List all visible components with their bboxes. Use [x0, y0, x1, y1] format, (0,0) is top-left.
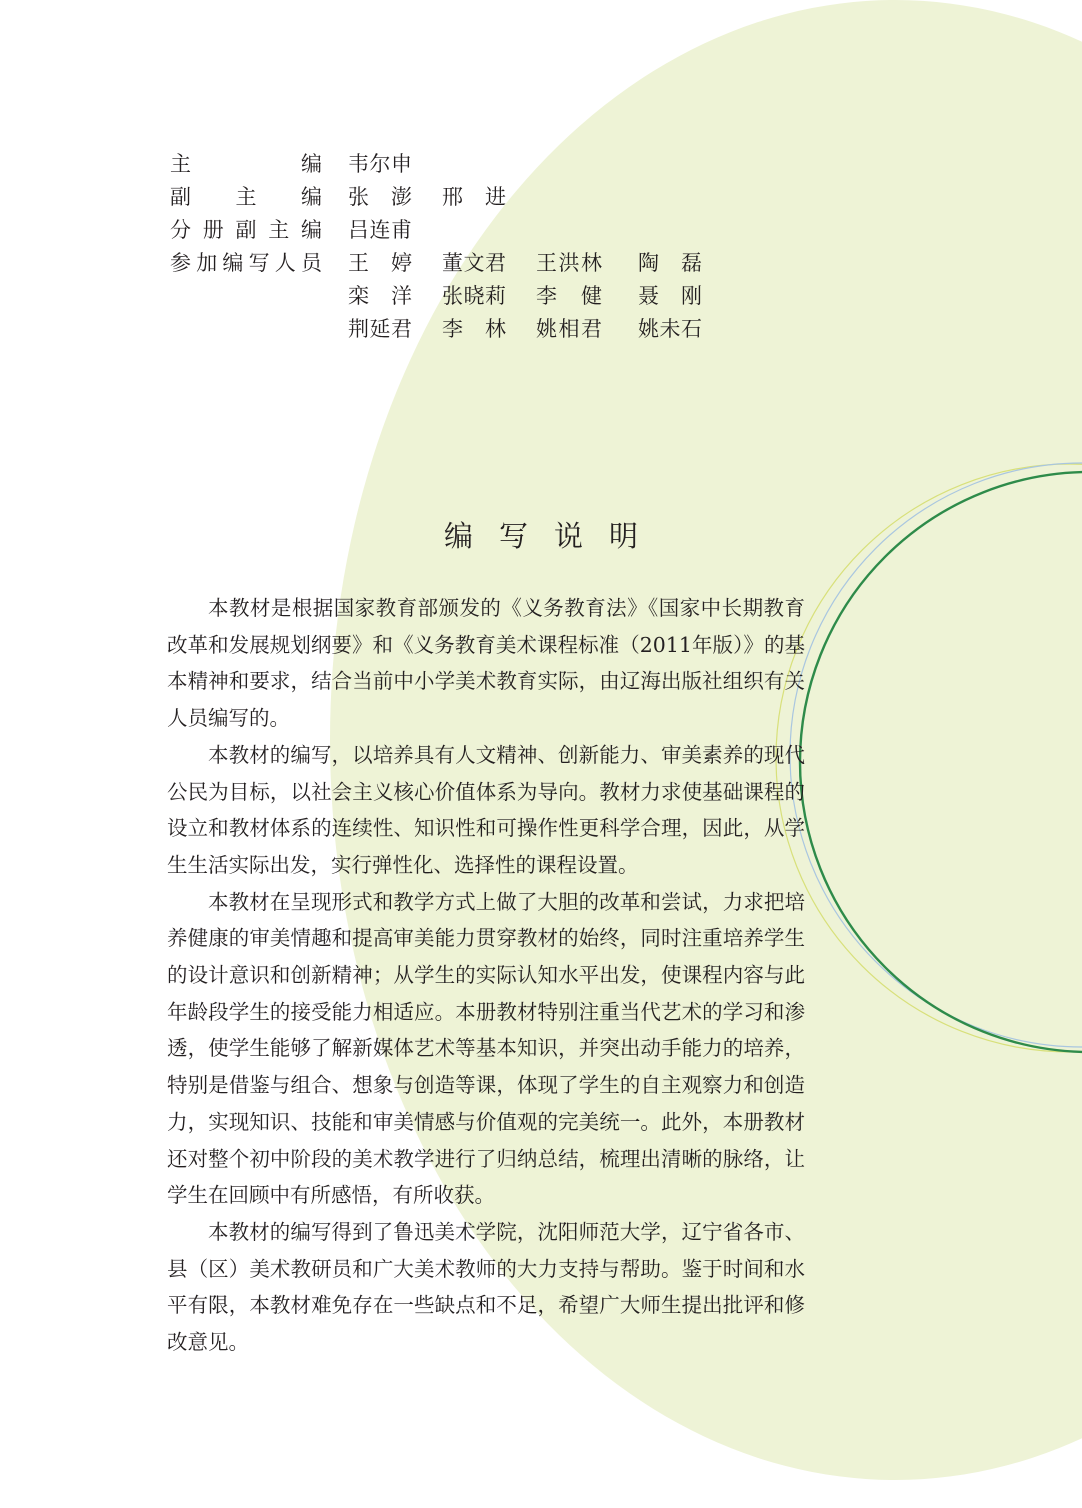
name-char: 王 — [536, 251, 557, 275]
body-text — [167, 590, 805, 1361]
credit-name — [536, 247, 602, 280]
credit-name — [348, 214, 412, 247]
name-char: 姚 — [536, 317, 557, 341]
credit-names — [348, 313, 702, 346]
name-char: 健 — [581, 284, 602, 308]
name-char: 韦 — [348, 152, 369, 176]
credit-row-contributors-cont — [170, 280, 702, 313]
name-char: 姚 — [638, 317, 659, 341]
credit-role — [170, 313, 322, 346]
credit-names — [348, 280, 702, 313]
name-char: 李 — [442, 317, 463, 341]
name-char: 吕 — [348, 218, 369, 242]
name-char: 文 — [463, 251, 485, 275]
name-char: 申 — [391, 152, 412, 176]
name-char: 李 — [536, 284, 557, 308]
name-char: 延 — [369, 317, 391, 341]
name-char: 刚 — [681, 284, 702, 308]
credit-name — [442, 313, 506, 346]
name-char: 王 — [348, 251, 369, 275]
credit-role — [170, 280, 322, 313]
name-char: 澎 — [391, 185, 412, 209]
role-char: 编 — [222, 251, 244, 275]
credit-row-deputy-chief-editor — [170, 181, 702, 214]
role-char: 编 — [301, 218, 322, 242]
role-char: 编 — [301, 152, 322, 176]
name-char: 相 — [558, 317, 580, 341]
page-title: 编写说明 — [443, 519, 664, 553]
name-char: 君 — [581, 317, 602, 341]
role-char: 册 — [202, 218, 224, 242]
credit-row-contributors-cont — [170, 313, 702, 346]
name-char: 栾 — [348, 284, 369, 308]
role-char: 副 — [235, 218, 257, 242]
paragraph: 本教材在呈现形式和教学方式上做了大胆的改革和尝试，力求把培养健康的审美情趣和提高审美能力贯穿教材的始终，同时注重培养学生的设计意识和创新精神；从学生的实际认知水平出发，使课程内容与此年龄段学生的接受能力相适应。本册教材特别注重当代艺术的学习和渗透，使学生能够了解新媒体艺术等基本知识，并突出动手能力的培养，特别是借鉴与组合、想象与创造等课，体现了学生的自主观察力和创造力，实现知识、技能和审美情感与价值观的完美统一。此外，本册教材还对整个初中阶段的美术教学进行了归纳总结，梳理出清晰的脉络，让学生在回顾中有所感悟，有所收获。 — [167, 889, 805, 1208]
credit-name — [442, 247, 506, 280]
credit-name — [638, 313, 702, 346]
credit-role — [170, 148, 322, 181]
credit-name — [348, 280, 412, 313]
name-char: 甫 — [391, 218, 412, 242]
credit-names — [348, 214, 442, 247]
role-char: 人 — [274, 251, 296, 275]
credit-names — [348, 148, 442, 181]
role-char: 编 — [301, 185, 322, 209]
name-char: 张 — [442, 284, 463, 308]
credit-name — [536, 280, 602, 313]
name-char: 未 — [659, 317, 681, 341]
credits-block — [170, 148, 702, 346]
name-char: 陶 — [638, 251, 659, 275]
credit-name — [442, 181, 506, 214]
name-char: 邢 — [442, 185, 463, 209]
role-char: 主 — [170, 152, 191, 176]
ring-dark-green — [800, 472, 1082, 1052]
credit-name — [638, 247, 702, 280]
paragraph: 本教材的编写，以培养具有人文精神、创新能力、审美素养的现代公民为目标，以社会主义核心价值体系为导向。教材力求使基础课程的设立和教材体系的连续性、知识性和可操作性更科学合理，因此，从学生生活实际出发，实行弹性化、选择性的课程设置。 — [167, 742, 805, 877]
name-char: 进 — [485, 185, 506, 209]
credit-name — [348, 247, 412, 280]
credit-name — [638, 280, 702, 313]
name-char: 尔 — [369, 152, 391, 176]
role-char: 员 — [300, 251, 322, 275]
credit-role — [170, 247, 322, 280]
name-char: 磊 — [681, 251, 702, 275]
role-char: 主 — [235, 185, 257, 209]
credit-name — [348, 313, 412, 346]
name-char: 君 — [485, 251, 506, 275]
name-char: 荆 — [348, 317, 369, 341]
name-char: 莉 — [485, 284, 506, 308]
role-char: 写 — [248, 251, 270, 275]
credit-row-volume-deputy-editor — [170, 214, 702, 247]
role-char: 主 — [268, 218, 290, 242]
name-char: 洪 — [558, 251, 580, 275]
role-char: 副 — [170, 185, 191, 209]
role-char: 加 — [196, 251, 218, 275]
name-char: 林 — [581, 251, 602, 275]
credit-name — [348, 181, 412, 214]
name-char: 聂 — [638, 284, 659, 308]
credit-name — [348, 148, 412, 181]
credit-names — [348, 181, 536, 214]
paragraph: 本教材的编写得到了鲁迅美术学院，沈阳师范大学，辽宁省各市、县（区）美术教研员和广大美术教师的大力支持与帮助。鉴于时间和水平有限，本教材难免存在一些缺点和不足，希望广大师生提出批评和修改意见。 — [167, 1219, 805, 1355]
name-char: 晓 — [463, 284, 485, 308]
name-char: 张 — [348, 185, 369, 209]
credit-names — [348, 247, 702, 280]
credit-row-contributors — [170, 247, 702, 280]
paragraph: 本教材是根据国家教育部颁发的《义务教育法》《国家中长期教育改革和发展规划纲要》和《义务教育美术课程标准（2011年版）》的基本精神和要求，结合当前中小学美术教育实际，由辽海出版社组织有关人员编写的。 — [167, 596, 805, 731]
role-char: 分 — [170, 218, 191, 242]
name-char: 林 — [485, 317, 506, 341]
credit-name — [536, 313, 602, 346]
credit-name — [442, 280, 506, 313]
credit-role — [170, 181, 322, 214]
role-char: 参 — [170, 251, 191, 275]
name-char: 婷 — [391, 251, 412, 275]
name-char: 董 — [442, 251, 463, 275]
name-char: 连 — [369, 218, 391, 242]
credit-role — [170, 214, 322, 247]
name-char: 石 — [681, 317, 702, 341]
credit-row-chief-editor — [170, 148, 702, 181]
name-char: 洋 — [391, 284, 412, 308]
name-char: 君 — [391, 317, 412, 341]
